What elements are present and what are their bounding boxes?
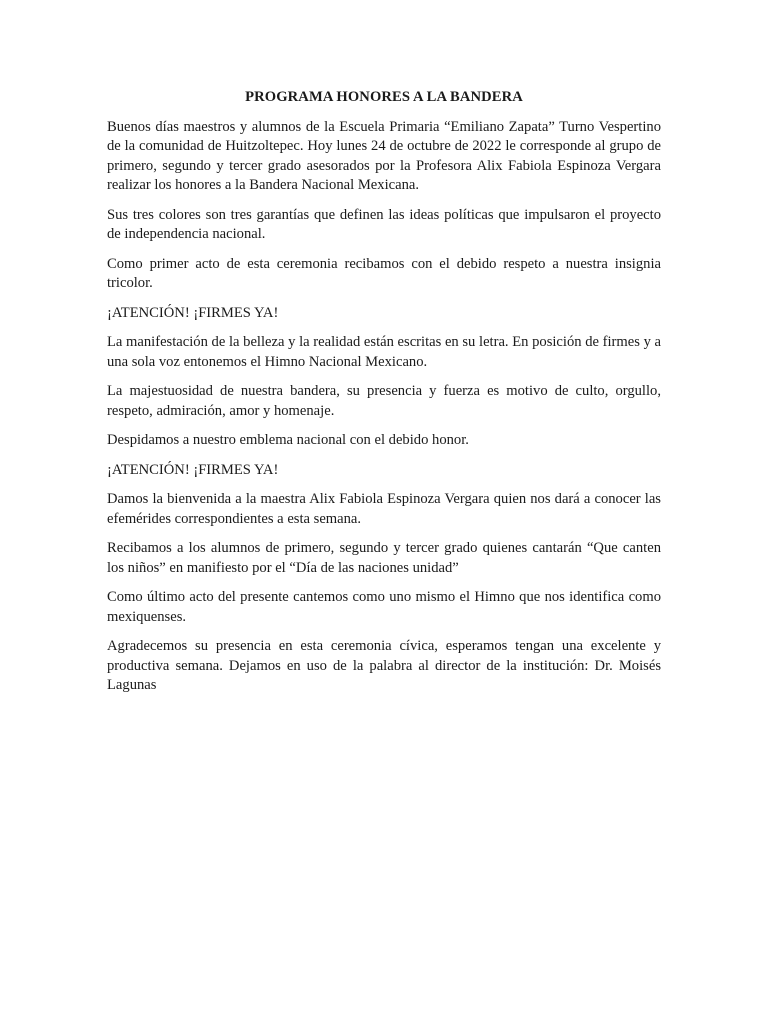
- paragraph-colors: Sus tres colores son tres garantías que definen las ideas políticas que impulsaron el proyecto de independencia nacional.: [107, 206, 661, 242]
- document-title: PROGRAMA HONORES A LA BANDERA: [245, 89, 523, 105]
- paragraph-song: Recibamos a los alumnos de primero, segundo y tercer grado quienes cantarán “Que canten los niños” en manifiesto por el “Día de las naciones unidad”: [107, 540, 661, 576]
- paragraph-last-act: Como último acto del presente cantemos como uno mismo el Himno que nos identifica como mexiquenses.: [107, 589, 661, 625]
- paragraph-ephemeris: Damos la bienvenida a la maestra Alix Fabiola Espinoza Vergara quien nos dará a conocer las efemérides correspondientes a esta semana.: [107, 491, 661, 527]
- paragraph-attention-1: ¡ATENCIÓN! ¡FIRMES YA!: [107, 304, 279, 321]
- paragraph-welcome: Buenos días maestros y alumnos de la Escuela Primaria “Emiliano Zapata” Turno Vespertino de la comunidad de Huitzoltepec. Hoy lunes 24 de octubre de 2022 le corresponde al grupo de primero, segundo y tercer grado asesorados por la Profesora Alix Fabiola Espinoza Vergara realizar los honores a la Bandera Nacional Mexicana.: [107, 118, 661, 193]
- document-page: [107, 88, 661, 706]
- paragraph-closing: Agradecemos su presencia en esta ceremonia cívica, esperamos tengan una excelente y productiva semana. Dejamos en uso de la palabra al director de la institución: Dr. Moisés Lagunas: [107, 638, 661, 693]
- paragraph-farewell: Despidamos a nuestro emblema nacional con el debido honor.: [107, 432, 469, 448]
- paragraph-first-act: Como primer acto de esta ceremonia recibamos con el debido respeto a nuestra insignia tricolor.: [107, 255, 661, 291]
- paragraph-majesty: La majestuosidad de nuestra bandera, su presencia y fuerza es motivo de culto, orgullo, respeto, admiración, amor y homenaje.: [107, 383, 661, 419]
- paragraph-attention-2: ¡ATENCIÓN! ¡FIRMES YA!: [107, 461, 279, 478]
- paragraph-anthem: La manifestación de la belleza y la realidad están escritas en su letra. En posición de firmes y a una sola voz entonemos el Himno Nacional Mexicano.: [107, 334, 661, 370]
